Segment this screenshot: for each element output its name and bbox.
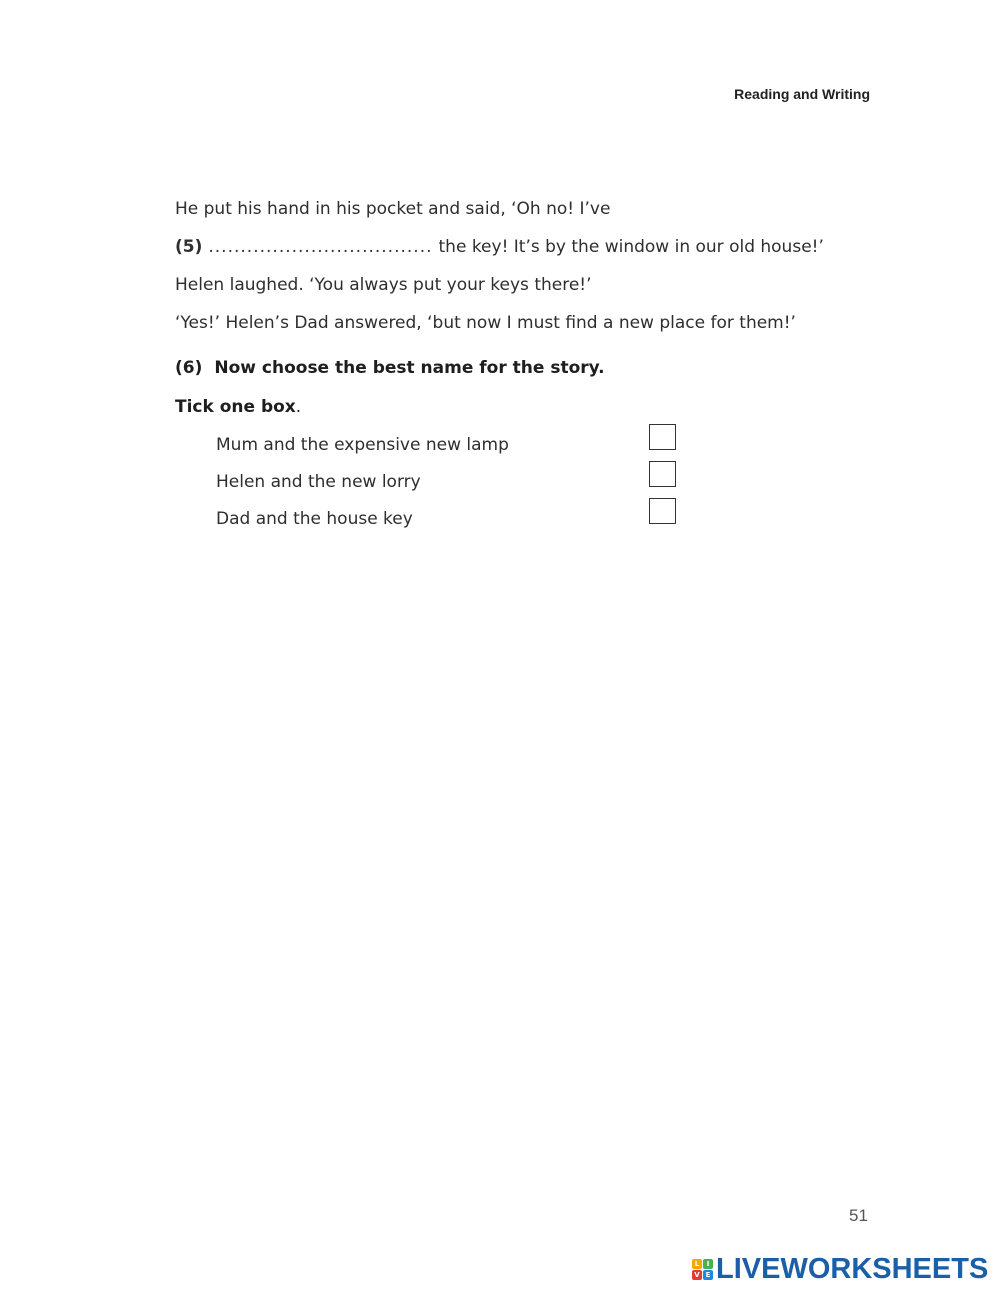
logo-letter-l: L [692,1259,702,1269]
instruction-end: . [295,397,302,417]
question-6 [175,358,605,378]
question-number: (6) [175,358,203,378]
story-line-2 [175,236,824,258]
page-number: 51 [849,1206,868,1225]
answer-blank[interactable]: ................................... [208,237,433,257]
gap-number: (5) [175,237,203,257]
liveworksheets-logo [692,1252,988,1286]
story-line-4: ‘Yes!’ Helen’s Dad answered, ‘but now I must find a new place for them!’ [175,313,796,333]
instruction [175,397,301,417]
logo-letter-v: V [692,1270,702,1280]
question-text: Now choose the best name for the story. [214,358,605,378]
logo-letter-e: E [703,1270,713,1280]
option-label-3: Dad and the house key [216,509,413,529]
story-line-2-text: the key! It’s by the window in our old house!’ [438,237,824,257]
instruction-bold: Tick one box [175,397,296,417]
logo-text: LIVEWORKSHEETS [716,1252,989,1285]
option-label-1: Mum and the expensive new lamp [216,435,509,455]
option-label-2: Helen and the new lorry [216,472,421,492]
section-header: Reading and Writing [734,86,870,102]
tick-box-3[interactable] [649,498,676,524]
logo-icon [692,1259,713,1280]
story-line-3: Helen laughed. ‘You always put your keys there!’ [175,275,592,295]
logo-letter-i: I [703,1259,713,1269]
tick-box-1[interactable] [649,424,676,450]
story-line-1: He put his hand in his pocket and said, ‘Oh no! I’ve [175,199,611,219]
tick-box-2[interactable] [649,461,676,487]
